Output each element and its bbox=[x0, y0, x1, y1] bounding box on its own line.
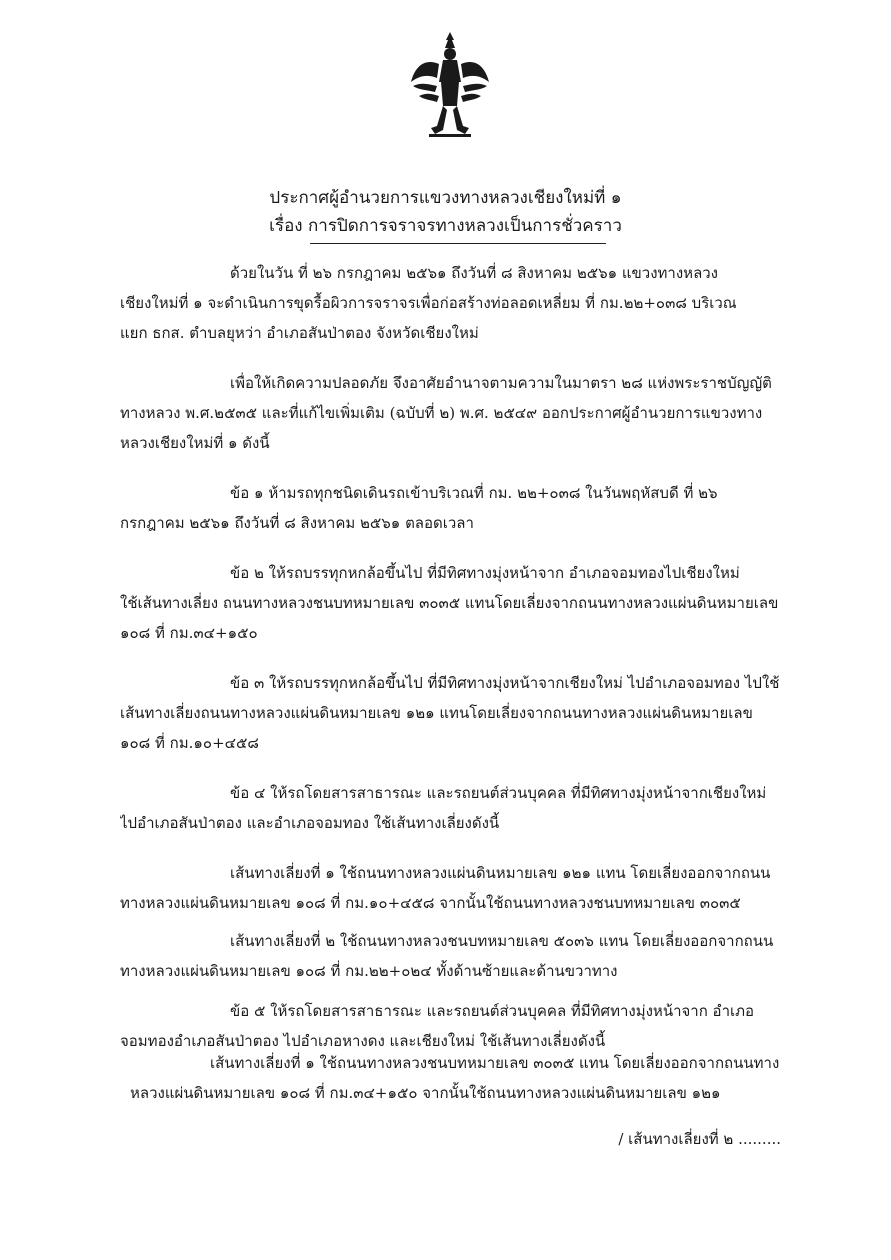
clause-4-route-2 bbox=[120, 926, 780, 986]
subject-underline bbox=[310, 243, 606, 244]
paragraph-line: ข้อ ๓ ให้รถบรรทุกหกล้อขึ้นไป ที่มีทิศทางมุ่งหน้าจากเชียงใหม่ ไปอำเภอจอมทอง ไปใช้ bbox=[230, 674, 780, 692]
paragraph-line: เส้นทางเลี่ยงที่ ๒ ใช้ถนนทางหลวงชนบทหมายเลข ๕๐๓๖ แทน โดยเลี่ยงออกจากถนน bbox=[230, 932, 774, 950]
paragraph-line: ข้อ ๑ ห้ามรถทุกชนิดเดินรถเข้าบริเวณที่ กม. ๒๒+๐๓๘ ในวันพฤหัสบดี ที่ ๒๖ bbox=[230, 484, 718, 502]
paragraph-line: เชียงใหม่ที่ ๑ จะดำเนินการขุดรื้อผิวการจราจรเพื่อก่อสร้างท่อลอดเหลี่ยม ที่ กม.๒๒+๐๓๘ บริเวณ bbox=[120, 294, 737, 312]
clause-4 bbox=[120, 778, 780, 838]
paragraph-line: ข้อ ๕ ให้รถโดยสารสาธารณะ และรถยนต์ส่วนบุคคล ที่มีทิศทางมุ่งหน้าจาก อำเภอ bbox=[230, 1002, 755, 1020]
clause-3 bbox=[120, 668, 780, 758]
clause-5-route-1 bbox=[130, 1048, 790, 1108]
announcement-subject: เรื่อง การปิดการจราจรทางหลวงเป็นการชั่วคราว bbox=[269, 216, 622, 236]
paragraph-line: ทางหลวงแผ่นดินหมายเลข ๑๐๘ ที่ กม.๒๒+๐๒๔ ทั้งด้านซ้ายและด้านขวาทาง bbox=[120, 962, 618, 980]
paragraph-line: เพื่อให้เกิดความปลอดภัย จึงอาศัยอำนาจตามความในมาตรา ๒๘ แห่งพระราชบัญญัติ bbox=[230, 374, 772, 392]
paragraph-line: ทางหลวง พ.ศ.๒๕๓๕ และที่แก้ไขเพิ่มเติม (ฉบับที่ ๒) พ.ศ. ๒๕๔๙ ออกประกาศผู้อำนวยการแขวงทาง bbox=[120, 404, 763, 422]
clause-1 bbox=[120, 478, 780, 538]
paragraph-line: หลวงแผ่นดินหมายเลข ๑๐๘ ที่ กม.๓๔+๑๕๐ จากนั้นใช้ถนนทางหลวงแผ่นดินหมายเลข ๑๒๑ bbox=[130, 1084, 721, 1102]
paragraph-line: ไปอำเภอสันป่าตอง และอำเภอจอมทอง ใช้เส้นทางเลี่ยงดังนี้ bbox=[120, 814, 500, 832]
clause-4-route-1 bbox=[120, 858, 780, 918]
garuda-emblem-icon bbox=[405, 30, 495, 140]
paragraph-line: ข้อ ๔ ให้รถโดยสารสาธารณะ และรถยนต์ส่วนบุคคล ที่มีทิศทางมุ่งหน้าจากเชียงใหม่ bbox=[230, 784, 767, 802]
paragraph-line: ๑๐๘ ที่ กม.๑๐+๔๕๘ bbox=[120, 734, 259, 752]
paragraph-line: จอมทองอำเภอสันป่าตอง ไปอำเภอหางดง และเชียงใหม่ ใช้เส้นทางเลี่ยงดังนี้ bbox=[120, 1032, 606, 1050]
continuation-note: / เส้นทางเลี่ยงที่ ๒ ......... bbox=[618, 1130, 781, 1148]
paragraph-line: ๑๐๘ ที่ กม.๓๔+๑๕๐ bbox=[120, 624, 258, 642]
paragraph-line: เส้นทางเลี่ยงถนนทางหลวงแผ่นดินหมายเลข ๑๒๑ แทนโดยเลี่ยงจากถนนทางหลวงแผ่นดินหมายเลข bbox=[120, 704, 753, 722]
paragraph-line: ด้วยในวัน ที่ ๒๖ กรกฎาคม ๒๕๖๑ ถึงวันที่ ๘ สิงหาคม ๒๕๖๑ แขวงทางหลวง bbox=[230, 264, 719, 282]
paragraph-line: ทางหลวงแผ่นดินหมายเลข ๑๐๘ ที่ กม.๑๐+๔๕๘ จากนั้นใช้ถนนทางหลวงชนบทหมายเลข ๓๐๓๕ bbox=[120, 894, 741, 912]
paragraph-line: กรกฎาคม ๒๕๖๑ ถึงวันที่ ๘ สิงหาคม ๒๕๖๑ ตลอดเวลา bbox=[120, 514, 474, 532]
paragraph-line: แยก ธกส. ตำบลยุหว่า อำเภอสันป่าตอง จังหวัดเชียงใหม่ bbox=[120, 324, 479, 342]
paragraph-line: เส้นทางเลี่ยงที่ ๑ ใช้ถนนทางหลวงชนบทหมายเลข ๓๐๓๕ แทน โดยเลี่ยงออกจากถนนทาง bbox=[210, 1054, 780, 1072]
clause-5 bbox=[120, 996, 780, 1056]
announcement-title: ประกาศผู้อำนวยการแขวงทางหลวงเชียงใหม่ที่ ๑ bbox=[269, 188, 622, 208]
paragraph-authority bbox=[120, 368, 780, 458]
clause-2 bbox=[120, 558, 780, 648]
paragraph-intro bbox=[120, 258, 780, 348]
paragraph-line: เส้นทางเลี่ยงที่ ๑ ใช้ถนนทางหลวงแผ่นดินหมายเลข ๑๒๑ แทน โดยเลี่ยงออกจากถนน bbox=[230, 864, 771, 882]
paragraph-line: หลวงเชียงใหม่ที่ ๑ ดังนี้ bbox=[120, 434, 270, 452]
paragraph-line: ข้อ ๒ ให้รถบรรทุกหกล้อขึ้นไป ที่มีทิศทางมุ่งหน้าจาก อำเภอจอมทองไปเชียงใหม่ bbox=[230, 564, 740, 582]
paragraph-line: ใช้เส้นทางเลี่ยง ถนนทางหลวงชนบทหมายเลข ๓๐๓๕ แทนโดยเลี่ยงจากถนนทางหลวงแผ่นดินหมายเลข bbox=[120, 594, 779, 612]
